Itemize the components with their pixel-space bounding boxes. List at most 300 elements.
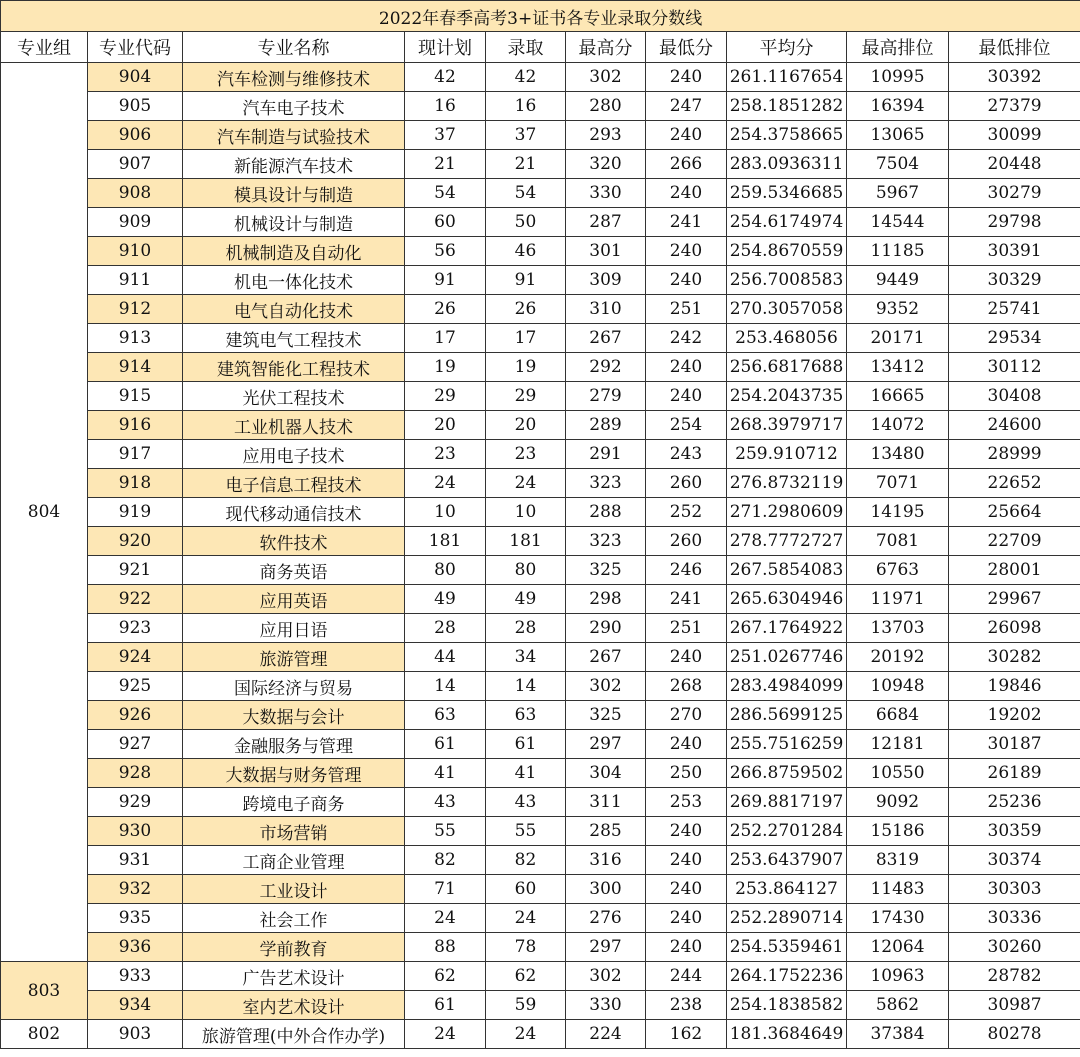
- table-cell: 61: [405, 991, 486, 1020]
- table-cell: 30359: [949, 817, 1080, 846]
- table-cell: 310: [566, 295, 646, 324]
- table-cell: 26: [486, 295, 566, 324]
- table-cell: 63: [405, 701, 486, 730]
- table-cell: 50: [486, 208, 566, 237]
- table-cell: 267.1764922: [727, 614, 847, 643]
- table-cell: 汽车检测与维修技术: [183, 63, 405, 92]
- table-cell: 80: [486, 556, 566, 585]
- table-cell: 260: [646, 527, 727, 556]
- table-cell: 10: [486, 498, 566, 527]
- table-cell: 20171: [847, 324, 949, 353]
- table-cell: 19: [405, 353, 486, 382]
- table-cell: 55: [486, 817, 566, 846]
- column-header: 最低排位: [949, 32, 1080, 63]
- table-cell: 金融服务与管理: [183, 730, 405, 759]
- table-cell: 市场营销: [183, 817, 405, 846]
- table-cell: 907: [88, 150, 183, 179]
- table-cell: 29967: [949, 585, 1080, 614]
- table-row: [1, 411, 1080, 440]
- table-cell: 12064: [847, 933, 949, 962]
- table-cell: 240: [646, 353, 727, 382]
- table-cell: 302: [566, 672, 646, 701]
- table-cell: 293: [566, 121, 646, 150]
- table-cell: 21: [486, 150, 566, 179]
- table-cell: 30282: [949, 643, 1080, 672]
- table-cell: 240: [646, 643, 727, 672]
- table-cell: 41: [405, 759, 486, 788]
- table-cell: 256.6817688: [727, 353, 847, 382]
- table-row: [1, 440, 1080, 469]
- table-cell: 913: [88, 324, 183, 353]
- table-cell: 30408: [949, 382, 1080, 411]
- table-row: [1, 295, 1080, 324]
- table-cell: 240: [646, 179, 727, 208]
- table-cell: 41: [486, 759, 566, 788]
- table-cell: 24600: [949, 411, 1080, 440]
- table-cell: 22709: [949, 527, 1080, 556]
- table-cell: 920: [88, 527, 183, 556]
- table-cell: 旅游管理: [183, 643, 405, 672]
- table-cell: 14072: [847, 411, 949, 440]
- table-cell: 240: [646, 933, 727, 962]
- table-cell: 7504: [847, 150, 949, 179]
- column-header: 专业名称: [183, 32, 405, 63]
- table-cell: 机械设计与制造: [183, 208, 405, 237]
- table-cell: 325: [566, 556, 646, 585]
- table-cell: 30374: [949, 846, 1080, 875]
- table-cell: 181: [405, 527, 486, 556]
- table-cell: 297: [566, 933, 646, 962]
- table-cell: 254.3758665: [727, 121, 847, 150]
- table-cell: 921: [88, 556, 183, 585]
- group-cell: 803: [1, 962, 88, 1020]
- table-cell: 908: [88, 179, 183, 208]
- table-row: [1, 701, 1080, 730]
- table-cell: 935: [88, 904, 183, 933]
- table-cell: 30391: [949, 237, 1080, 266]
- table-cell: 22652: [949, 469, 1080, 498]
- table-cell: 297: [566, 730, 646, 759]
- table-cell: 251.0267746: [727, 643, 847, 672]
- table-cell: 室内艺术设计: [183, 991, 405, 1020]
- table-cell: 267: [566, 324, 646, 353]
- table-cell: 269.8817197: [727, 788, 847, 817]
- table-cell: 29: [486, 382, 566, 411]
- table-row: [1, 585, 1080, 614]
- table-row: [1, 759, 1080, 788]
- table-row: [1, 643, 1080, 672]
- table-cell: 82: [486, 846, 566, 875]
- table-cell: 267.5854083: [727, 556, 847, 585]
- table-cell: 29: [405, 382, 486, 411]
- table-cell: 254: [646, 411, 727, 440]
- table-cell: 光伏工程技术: [183, 382, 405, 411]
- table-row: [1, 63, 1080, 92]
- table-cell: 24: [405, 469, 486, 498]
- table-row: [1, 788, 1080, 817]
- table-row: [1, 382, 1080, 411]
- table-cell: 181.3684649: [727, 1020, 847, 1049]
- table-cell: 机电一体化技术: [183, 266, 405, 295]
- table-cell: 21: [405, 150, 486, 179]
- table-cell: 240: [646, 121, 727, 150]
- table-cell: 24: [405, 1020, 486, 1049]
- table-cell: 30336: [949, 904, 1080, 933]
- table-row: [1, 875, 1080, 904]
- table-cell: 266: [646, 150, 727, 179]
- table-cell: 29798: [949, 208, 1080, 237]
- table-cell: 283.0936311: [727, 150, 847, 179]
- table-cell: 267: [566, 643, 646, 672]
- table-cell: 291: [566, 440, 646, 469]
- table-cell: 241: [646, 208, 727, 237]
- table-cell: 9449: [847, 266, 949, 295]
- table-row: [1, 933, 1080, 962]
- table-cell: 54: [486, 179, 566, 208]
- table-cell: 255.7516259: [727, 730, 847, 759]
- table-cell: 289: [566, 411, 646, 440]
- table-cell: 16665: [847, 382, 949, 411]
- table-cell: 汽车电子技术: [183, 92, 405, 121]
- table-cell: 软件技术: [183, 527, 405, 556]
- table-cell: 256.7008583: [727, 266, 847, 295]
- table-cell: 301: [566, 237, 646, 266]
- table-cell: 254.5359461: [727, 933, 847, 962]
- table-cell: 271.2980609: [727, 498, 847, 527]
- table-cell: 80278: [949, 1020, 1080, 1049]
- table-cell: 254.1838582: [727, 991, 847, 1020]
- table-cell: 28999: [949, 440, 1080, 469]
- table-row: [1, 817, 1080, 846]
- table-cell: 933: [88, 962, 183, 991]
- table-cell: 37: [486, 121, 566, 150]
- table-cell: 241: [646, 585, 727, 614]
- table-cell: 905: [88, 92, 183, 121]
- column-header: 录取: [486, 32, 566, 63]
- table-cell: 251: [646, 295, 727, 324]
- table-cell: 28001: [949, 556, 1080, 585]
- table-cell: 30329: [949, 266, 1080, 295]
- column-header: 最高分: [566, 32, 646, 63]
- table-row: [1, 498, 1080, 527]
- table-cell: 25236: [949, 788, 1080, 817]
- table-cell: 909: [88, 208, 183, 237]
- table-cell: 931: [88, 846, 183, 875]
- table-row: [1, 353, 1080, 382]
- table-cell: 253.864127: [727, 875, 847, 904]
- table-cell: 244: [646, 962, 727, 991]
- table-cell: 78: [486, 933, 566, 962]
- table-cell: 14544: [847, 208, 949, 237]
- table-cell: 285: [566, 817, 646, 846]
- table-cell: 工商企业管理: [183, 846, 405, 875]
- table-cell: 30112: [949, 353, 1080, 382]
- table-cell: 29534: [949, 324, 1080, 353]
- table-cell: 5967: [847, 179, 949, 208]
- table-row: [1, 846, 1080, 875]
- table-cell: 13480: [847, 440, 949, 469]
- table-cell: 309: [566, 266, 646, 295]
- table-cell: 工业设计: [183, 875, 405, 904]
- table-cell: 9352: [847, 295, 949, 324]
- table-cell: 37384: [847, 1020, 949, 1049]
- table-cell: 252.2890714: [727, 904, 847, 933]
- table-cell: 325: [566, 701, 646, 730]
- table-cell: 10995: [847, 63, 949, 92]
- table-cell: 252: [646, 498, 727, 527]
- table-cell: 936: [88, 933, 183, 962]
- table-cell: 8319: [847, 846, 949, 875]
- table-cell: 27379: [949, 92, 1080, 121]
- table-cell: 23: [405, 440, 486, 469]
- table-row: [1, 121, 1080, 150]
- table-cell: 240: [646, 875, 727, 904]
- table-cell: 20192: [847, 643, 949, 672]
- table-cell: 71: [405, 875, 486, 904]
- table-cell: 276: [566, 904, 646, 933]
- table-cell: 14: [486, 672, 566, 701]
- table-cell: 91: [405, 266, 486, 295]
- table-cell: 25741: [949, 295, 1080, 324]
- table-cell: 80: [405, 556, 486, 585]
- table-cell: 42: [405, 63, 486, 92]
- table-cell: 63: [486, 701, 566, 730]
- table-cell: 265.6304946: [727, 585, 847, 614]
- table-cell: 44: [405, 643, 486, 672]
- table-cell: 43: [405, 788, 486, 817]
- table-cell: 918: [88, 469, 183, 498]
- table-cell: 34: [486, 643, 566, 672]
- table-cell: 283.4984099: [727, 672, 847, 701]
- table-row: [1, 672, 1080, 701]
- column-header: 平均分: [727, 32, 847, 63]
- table-row: [1, 730, 1080, 759]
- column-header: 专业代码: [88, 32, 183, 63]
- table-cell: 254.8670559: [727, 237, 847, 266]
- table-cell: 7071: [847, 469, 949, 498]
- table-cell: 240: [646, 382, 727, 411]
- header-row: [1, 32, 1080, 63]
- table-cell: 242: [646, 324, 727, 353]
- table-cell: 6763: [847, 556, 949, 585]
- table-cell: 电气自动化技术: [183, 295, 405, 324]
- table-cell: 912: [88, 295, 183, 324]
- table-cell: 252.2701284: [727, 817, 847, 846]
- table-cell: 82: [405, 846, 486, 875]
- table-cell: 56: [405, 237, 486, 266]
- table-cell: 汽车制造与试验技术: [183, 121, 405, 150]
- table-cell: 240: [646, 730, 727, 759]
- table-cell: 61: [405, 730, 486, 759]
- table-cell: 25664: [949, 498, 1080, 527]
- table-cell: 915: [88, 382, 183, 411]
- table-cell: 916: [88, 411, 183, 440]
- table-cell: 建筑电气工程技术: [183, 324, 405, 353]
- table-cell: 大数据与财务管理: [183, 759, 405, 788]
- table-cell: 290: [566, 614, 646, 643]
- table-cell: 15186: [847, 817, 949, 846]
- table-cell: 298: [566, 585, 646, 614]
- table-cell: 917: [88, 440, 183, 469]
- table-cell: 社会工作: [183, 904, 405, 933]
- table-row: [1, 1020, 1080, 1049]
- table-cell: 现代移动通信技术: [183, 498, 405, 527]
- table-cell: 9092: [847, 788, 949, 817]
- table-cell: 26098: [949, 614, 1080, 643]
- table-cell: 922: [88, 585, 183, 614]
- table-cell: 330: [566, 991, 646, 1020]
- table-cell: 10963: [847, 962, 949, 991]
- table-row: [1, 962, 1080, 991]
- table-cell: 927: [88, 730, 183, 759]
- table-cell: 旅游管理(中外合作办学): [183, 1020, 405, 1049]
- table-cell: 302: [566, 962, 646, 991]
- table-cell: 923: [88, 614, 183, 643]
- table-cell: 928: [88, 759, 183, 788]
- column-header: 最低分: [646, 32, 727, 63]
- group-cell: 804: [1, 63, 88, 962]
- table-cell: 932: [88, 875, 183, 904]
- table-row: [1, 556, 1080, 585]
- table-cell: 300: [566, 875, 646, 904]
- table-cell: 建筑智能化工程技术: [183, 353, 405, 382]
- table-cell: 240: [646, 846, 727, 875]
- table-cell: 6684: [847, 701, 949, 730]
- table-cell: 91: [486, 266, 566, 295]
- table-cell: 288: [566, 498, 646, 527]
- table-cell: 国际经济与贸易: [183, 672, 405, 701]
- table-cell: 13703: [847, 614, 949, 643]
- table-cell: 商务英语: [183, 556, 405, 585]
- table-cell: 24: [486, 904, 566, 933]
- table-cell: 247: [646, 92, 727, 121]
- table-cell: 62: [405, 962, 486, 991]
- table-cell: 934: [88, 991, 183, 1020]
- table-cell: 311: [566, 788, 646, 817]
- table-cell: 49: [486, 585, 566, 614]
- table-cell: 模具设计与制造: [183, 179, 405, 208]
- table-cell: 28782: [949, 962, 1080, 991]
- table-cell: 49: [405, 585, 486, 614]
- table-cell: 16: [486, 92, 566, 121]
- table-cell: 14195: [847, 498, 949, 527]
- table-cell: 240: [646, 237, 727, 266]
- table-cell: 12181: [847, 730, 949, 759]
- table-cell: 54: [405, 179, 486, 208]
- table-cell: 254.2043735: [727, 382, 847, 411]
- table-cell: 20: [486, 411, 566, 440]
- table-row: [1, 324, 1080, 353]
- table-cell: 应用电子技术: [183, 440, 405, 469]
- table-cell: 30392: [949, 63, 1080, 92]
- table-cell: 46: [486, 237, 566, 266]
- table-cell: 43: [486, 788, 566, 817]
- table-cell: 28: [486, 614, 566, 643]
- table-row: [1, 469, 1080, 498]
- table-cell: 246: [646, 556, 727, 585]
- table-cell: 240: [646, 63, 727, 92]
- table-cell: 11971: [847, 585, 949, 614]
- table-cell: 17: [405, 324, 486, 353]
- table-cell: 254.6174974: [727, 208, 847, 237]
- table-cell: 304: [566, 759, 646, 788]
- table-cell: 61: [486, 730, 566, 759]
- table-row: [1, 208, 1080, 237]
- table-cell: 55: [405, 817, 486, 846]
- table-cell: 292: [566, 353, 646, 382]
- table-cell: 10948: [847, 672, 949, 701]
- table-cell: 224: [566, 1020, 646, 1049]
- table-cell: 30987: [949, 991, 1080, 1020]
- table-cell: 268.3979717: [727, 411, 847, 440]
- table-cell: 323: [566, 527, 646, 556]
- table-cell: 270.3057058: [727, 295, 847, 324]
- table-cell: 5862: [847, 991, 949, 1020]
- table-cell: 930: [88, 817, 183, 846]
- table-row: [1, 527, 1080, 556]
- table-cell: 910: [88, 237, 183, 266]
- table-cell: 学前教育: [183, 933, 405, 962]
- table-row: [1, 150, 1080, 179]
- table-row: [1, 266, 1080, 295]
- table-cell: 应用英语: [183, 585, 405, 614]
- table-cell: 259.910712: [727, 440, 847, 469]
- table-cell: 跨境电子商务: [183, 788, 405, 817]
- table-cell: 7081: [847, 527, 949, 556]
- table-cell: 919: [88, 498, 183, 527]
- column-header: 最高排位: [847, 32, 949, 63]
- table-cell: 30260: [949, 933, 1080, 962]
- table-cell: 大数据与会计: [183, 701, 405, 730]
- table-cell: 14: [405, 672, 486, 701]
- table-cell: 286.5699125: [727, 701, 847, 730]
- table-cell: 181: [486, 527, 566, 556]
- table-cell: 287: [566, 208, 646, 237]
- table-cell: 278.7772727: [727, 527, 847, 556]
- table-cell: 240: [646, 904, 727, 933]
- table-cell: 新能源汽车技术: [183, 150, 405, 179]
- table-row: [1, 904, 1080, 933]
- table-title: 2022年春季高考3+证书各专业录取分数线: [1, 1, 1080, 32]
- table-cell: 工业机器人技术: [183, 411, 405, 440]
- table-cell: 11185: [847, 237, 949, 266]
- table-cell: 929: [88, 788, 183, 817]
- table-cell: 266.8759502: [727, 759, 847, 788]
- table-cell: 24: [486, 1020, 566, 1049]
- table-cell: 28: [405, 614, 486, 643]
- column-header: 现计划: [405, 32, 486, 63]
- table-row: [1, 991, 1080, 1020]
- table-cell: 253.6437907: [727, 846, 847, 875]
- table-cell: 59: [486, 991, 566, 1020]
- table-cell: 62: [486, 962, 566, 991]
- table-cell: 37: [405, 121, 486, 150]
- table-cell: 903: [88, 1020, 183, 1049]
- table-cell: 30099: [949, 121, 1080, 150]
- table-cell: 925: [88, 672, 183, 701]
- table-cell: 924: [88, 643, 183, 672]
- table-cell: 261.1167654: [727, 63, 847, 92]
- table-row: [1, 614, 1080, 643]
- table-cell: 906: [88, 121, 183, 150]
- table-cell: 258.1851282: [727, 92, 847, 121]
- table-cell: 23: [486, 440, 566, 469]
- table-cell: 10: [405, 498, 486, 527]
- table-cell: 914: [88, 353, 183, 382]
- column-header: 专业组: [1, 32, 88, 63]
- table-cell: 240: [646, 817, 727, 846]
- table-cell: 19202: [949, 701, 1080, 730]
